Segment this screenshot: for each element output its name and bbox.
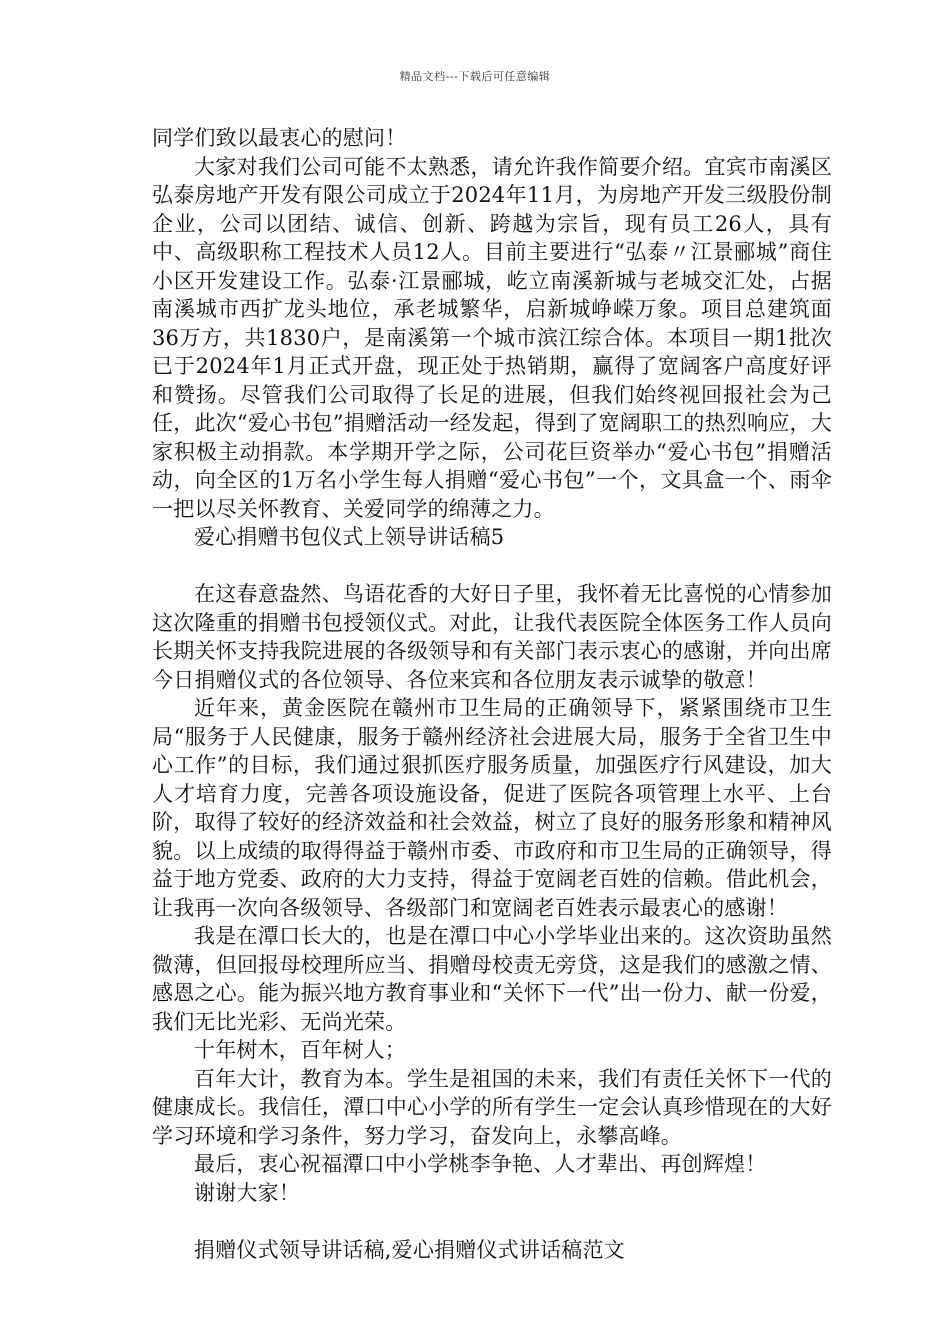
document-body (152, 124, 832, 1264)
paragraph-closing-wish: 最后，衷心祝福潭口中小学桃李争艳、人才辈出、再创辉煌！ (194, 1152, 767, 1176)
page-header: 精品文档---下载后可任意编辑 (399, 70, 551, 83)
paragraph-company-intro: 大家对我们公司可能不太熟悉，请允许我作简要介绍。宜宾市南溪区弘泰房地产开发有限公司成立于2024年11月，为房地产开发三级股份制企业，公司以团结、诚信、创新、跨越为宗旨，现有员工26人，具有中、高级职称工程技术人员12人。目前主要进行“弘泰〃江景郦城”商住小区开发建设工作。弘泰·江景郦城，屹立南溪新城与老城交汇处，占据南溪城市西扩龙头地位，承老城繁华，启新城峥嵘万象。项目总建筑面36万方，共1830户，是南溪第一个城市滨江综合体。本项目一期1批次已于2024年1月正式开盘，现正处于热销期，赢得了宽阔客户高度好评和赞扬。尽管我们公司取得了长足的进展，但我们始终视回报社会为己任，此次“爱心书包”捐赠活动一经发起，得到了宽阔职工的热烈响应，大家积极主动捐款。本学期开学之际，公司花巨资举办“爱心书包”捐赠活动，向全区的1万名小学生每人捐赠“爱心书包”一个，文具盒一个、雨伞一把以尽关怀教育、关爱同学的绵薄之力。 (152, 154, 832, 521)
section-title: 爱心捐赠书包仪式上领导讲话稿5 (194, 525, 505, 549)
paragraph-proverb: 十年树木，百年树人； (194, 1038, 406, 1062)
document-keywords: 捐赠仪式领导讲话稿,爱心捐赠仪式讲话稿范文 (194, 1237, 625, 1262)
blank-line (152, 552, 832, 581)
paragraph-school: 我是在潭口长大的，也是在潭口中心小学毕业出来的。这次资助虽然微薄，但回报母校理所应当、捐赠母校责无旁贷，这是我们的感激之情、感恩之心。能为振兴地方教育事业和“关怀下一代”出一份力、献一份爱，我们无比光彩、无尚光荣。 (152, 924, 832, 1034)
paragraph-opening: 在这春意盎然、鸟语花香的大好日子里，我怀着无比喜悦的心情参加这次隆重的捐赠书包授领仪式。对此，让我代表医院全体医务工作人员向长期关怀支持我院进展的各级领导和有关部门表示衷心的感谢，并向出席今日捐赠仪式的各位领导、各位来宾和各位朋友表示诚挚的敬意！ (152, 582, 832, 692)
paragraph-thanks: 谢谢大家！ (194, 1180, 300, 1205)
paragraph-education: 百年大计，教育为本。学生是祖国的未来，我们有责任关怀下一代的健康成长。我信任，潭口中心小学的所有学生一定会认真珍惜现在的大好学习环境和学习条件，努力学习，奋发向上，永攀高峰。 (152, 1066, 832, 1148)
blank-line (152, 1207, 832, 1236)
paragraph-greeting-end: 同学们致以最衷心的慰问！ (152, 126, 407, 150)
paragraph-hospital: 近年来，黄金医院在赣州市卫生局的正确领导下，紧紧围绕市卫生局“服务于人民健康，服务于赣州经济社会进展大局，服务于全省卫生中心工作”的目标，我们通过狠抓医疗服务质量，加强医疗行风建设，加大人才培育力度，完善各项设施设备，促进了医院各项管理上水平、上台阶，取得了较好的经济效益和社会效益，树立了良好的服务形象和精神风貌。以上成绩的取得得益于赣州市委、市政府和市卫生局的正确领导，得益于地方党委、政府的大力支持，得益于宽阔老百姓的信赖。借此机会，让我再一次向各级领导、各级部门和宽阔老百姓表示最衷心的感谢！ (152, 696, 832, 920)
